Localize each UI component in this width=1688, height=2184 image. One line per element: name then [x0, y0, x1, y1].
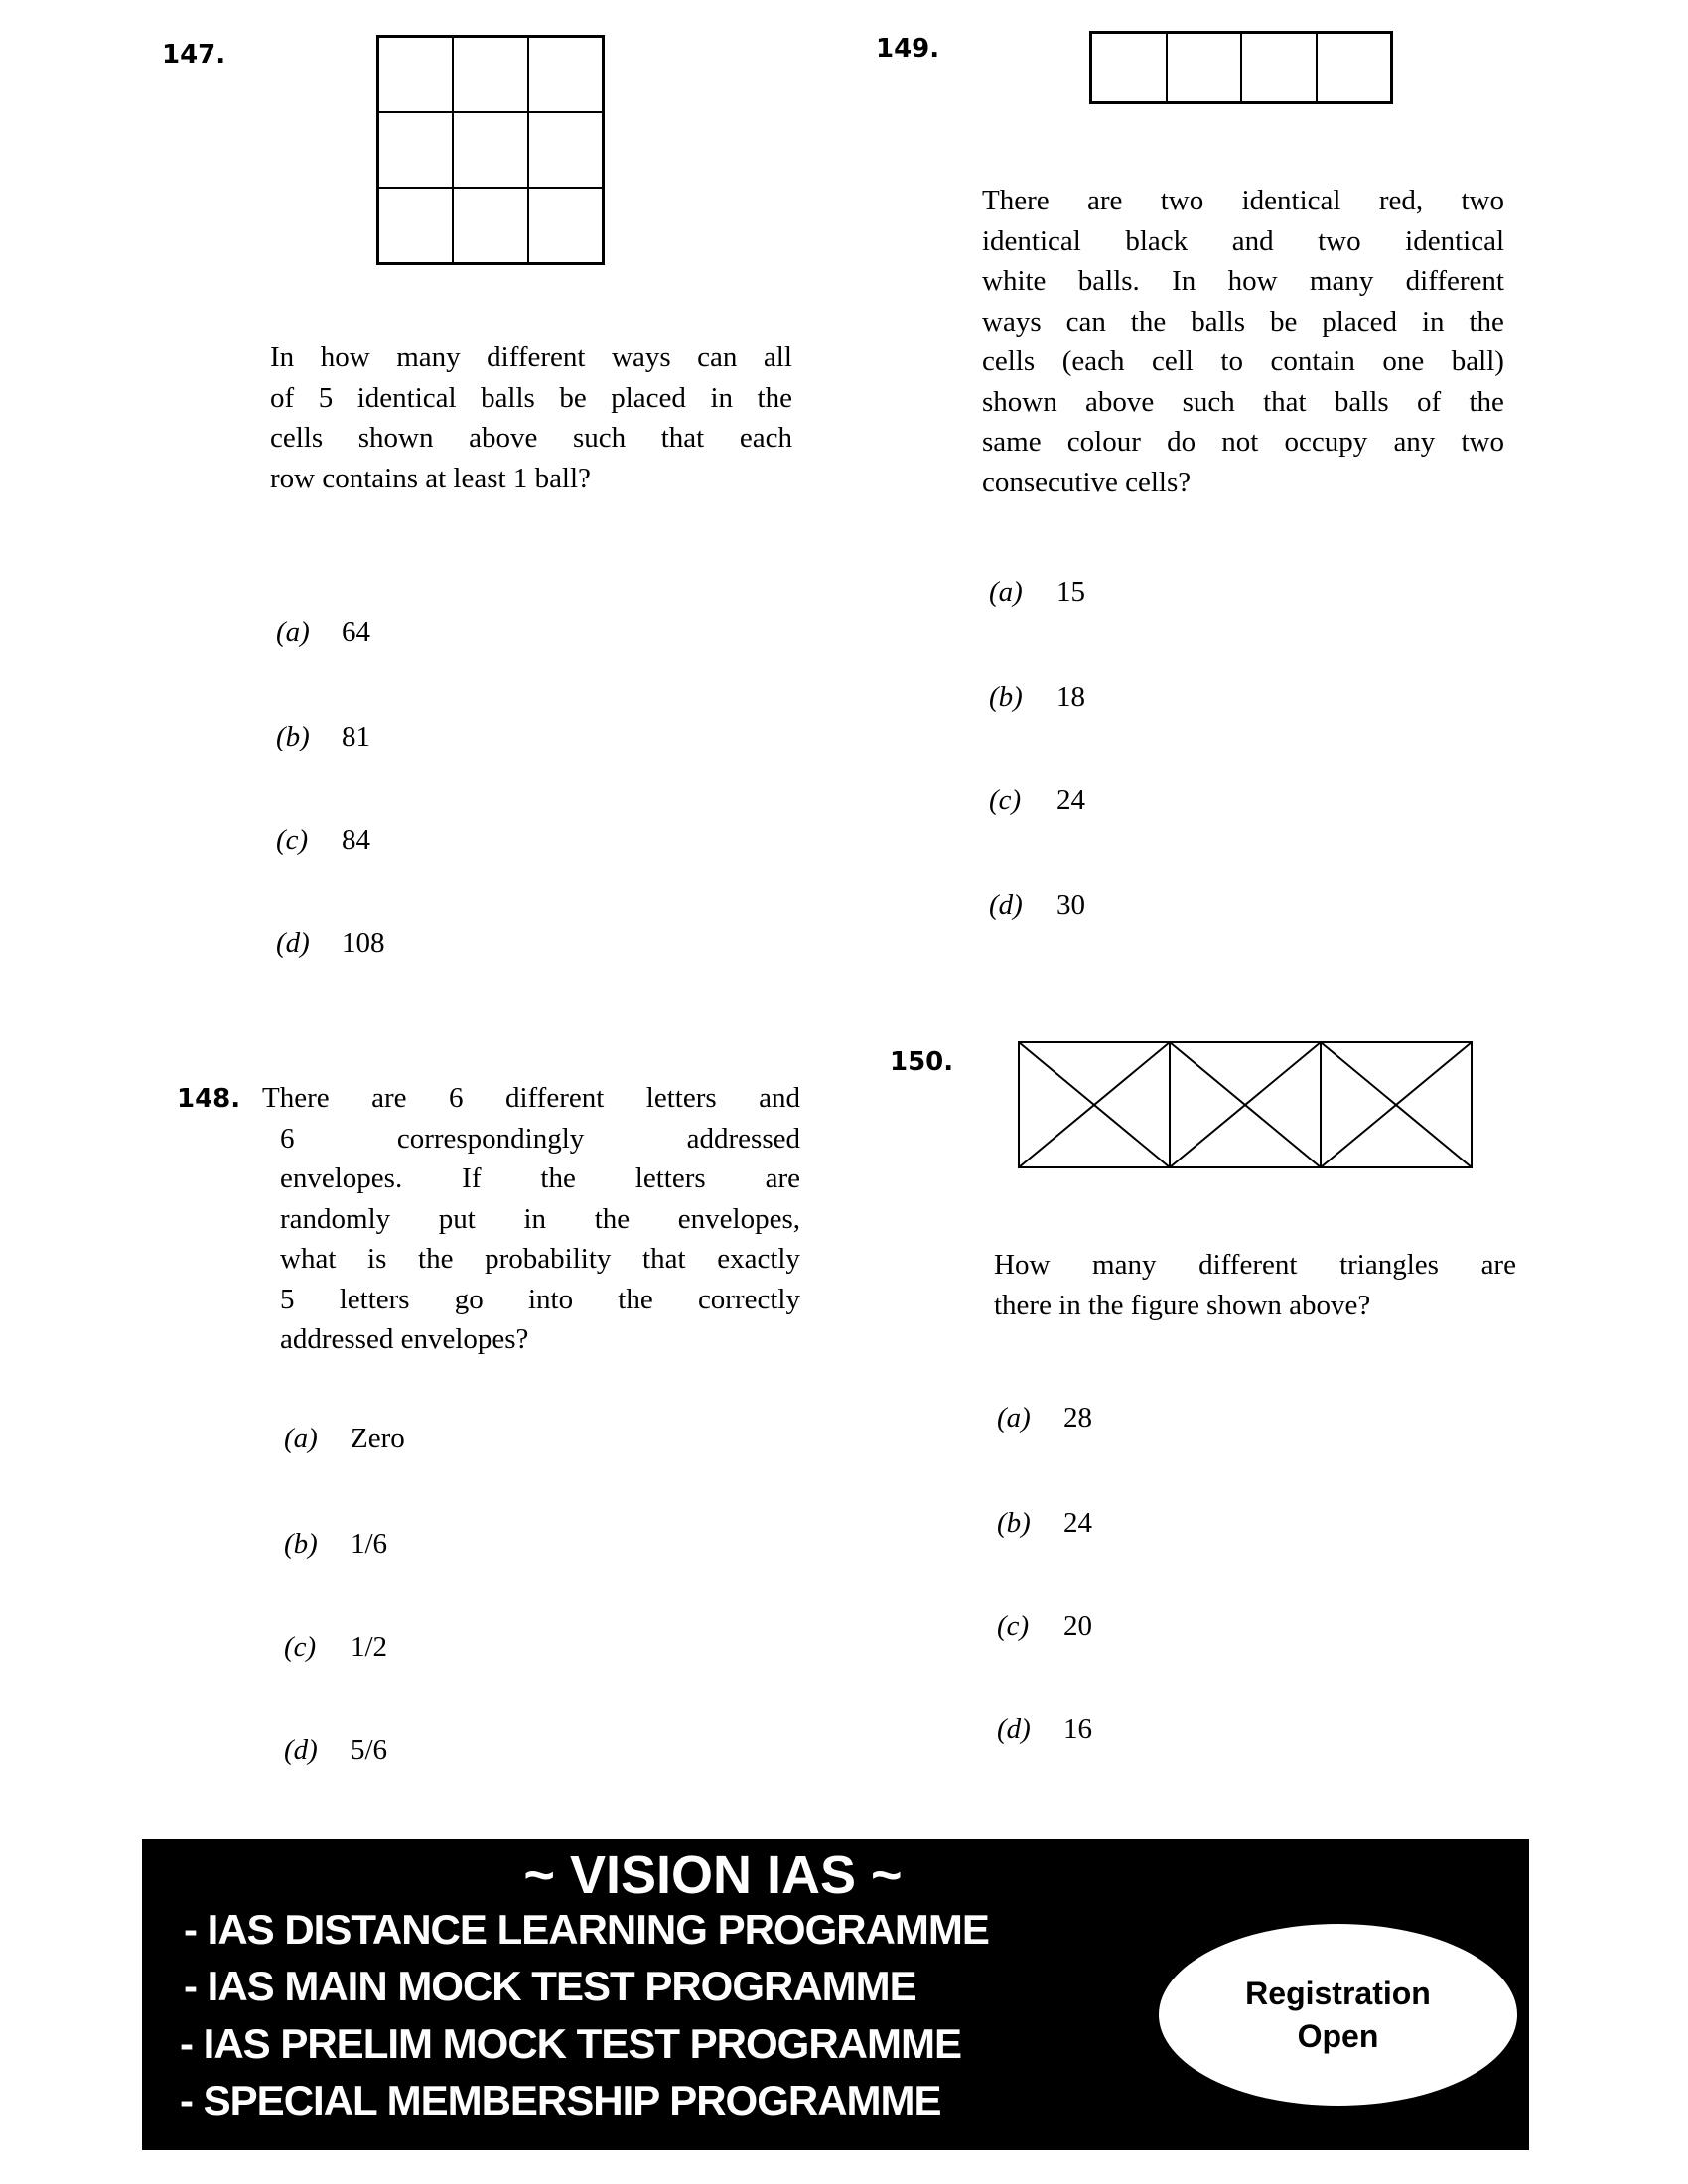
answer-option	[276, 616, 370, 649]
text-line: consecutive cells?	[982, 466, 1192, 498]
question-150-text	[994, 1245, 1516, 1325]
answer-option	[989, 681, 1085, 714]
answer-option	[276, 927, 385, 960]
option-value: 18	[1056, 681, 1085, 713]
text-line: How many different triangles are	[994, 1249, 1516, 1281]
answer-option	[284, 1631, 387, 1664]
option-letter: (d)	[276, 927, 310, 959]
banner-item: - SPECIAL MEMBERSHIP PROGRAMME	[180, 2077, 941, 2123]
option-value: 1/6	[351, 1528, 388, 1560]
option-letter: (d)	[989, 889, 1023, 921]
answer-option	[997, 1402, 1092, 1434]
option-letter: (c)	[276, 824, 309, 856]
option-letter: (b)	[276, 721, 310, 752]
crossed-rectangles-figure	[1017, 1040, 1476, 1171]
option-value: 1/2	[351, 1631, 388, 1663]
option-letter: (a)	[997, 1402, 1031, 1433]
option-value: 20	[1063, 1610, 1092, 1642]
text-line: white balls. In how many different	[982, 265, 1504, 297]
banner-title: ~ VISION IAS ~	[523, 1845, 903, 1905]
option-value: 16	[1063, 1713, 1092, 1745]
banner-item: - IAS MAIN MOCK TEST PROGRAMME	[184, 1963, 916, 2009]
option-value: 30	[1056, 889, 1085, 921]
text-line: There are 6 different letters and	[262, 1082, 800, 1114]
option-letter: (b)	[989, 681, 1023, 713]
four-cell-row-figure	[1089, 31, 1393, 104]
option-value: 28	[1063, 1402, 1092, 1433]
answer-option	[284, 1734, 387, 1767]
option-value: 24	[1056, 784, 1085, 816]
option-letter: (a)	[989, 576, 1023, 608]
answer-option	[989, 784, 1085, 817]
vision-ias-banner	[142, 1839, 1529, 2150]
text-line: there in the figure shown above?	[994, 1289, 1371, 1321]
banner-item: - IAS DISTANCE LEARNING PROGRAMME	[184, 1906, 989, 1953]
text-line: There are two identical red, two	[982, 185, 1504, 216]
answer-option	[284, 1528, 387, 1561]
text-line: 6 correspondingly addressed	[280, 1122, 800, 1155]
text-line: cells shown above such that each	[270, 422, 792, 454]
answer-option	[989, 576, 1085, 609]
option-letter: (d)	[997, 1713, 1031, 1745]
answer-option	[276, 824, 370, 857]
text-line: randomly put in the envelopes,	[280, 1202, 800, 1235]
answer-option	[997, 1507, 1092, 1540]
option-letter: (a)	[276, 616, 310, 648]
text-line: cells (each cell to contain one ball)	[982, 345, 1504, 377]
question-number-149: 149.	[876, 34, 940, 64]
question-148-text	[262, 1078, 800, 1360]
text-line: 5 letters go into the correctly	[280, 1283, 800, 1315]
option-value: Zero	[351, 1423, 405, 1454]
badge-line: Open	[1297, 2017, 1379, 2054]
option-value: 24	[1063, 1507, 1092, 1539]
option-letter: (c)	[997, 1610, 1030, 1642]
answer-option	[997, 1610, 1092, 1643]
option-value: 64	[342, 616, 370, 648]
option-letter: (c)	[284, 1631, 317, 1663]
option-value: 15	[1056, 576, 1085, 608]
text-line: ways can the balls be placed in the	[982, 305, 1504, 338]
option-value: 5/6	[351, 1734, 388, 1766]
option-value: 108	[342, 927, 385, 959]
option-letter: (b)	[284, 1528, 318, 1560]
question-number-147: 147.	[162, 40, 226, 69]
option-letter: (b)	[997, 1507, 1031, 1539]
text-line: addressed envelopes?	[280, 1323, 529, 1355]
registration-open-badge	[1159, 1924, 1517, 2106]
text-line: row contains at least 1 ball?	[270, 462, 591, 494]
banner-item: - IAS PRELIM MOCK TEST PROGRAMME	[180, 2020, 961, 2067]
three-by-three-grid-figure	[376, 35, 605, 265]
answer-option	[276, 721, 370, 753]
text-line: In how many different ways can all	[270, 341, 792, 373]
text-line: shown above such that balls of the	[982, 385, 1504, 418]
option-letter: (a)	[284, 1423, 318, 1454]
option-value: 81	[342, 721, 370, 752]
question-number-150: 150.	[890, 1047, 954, 1077]
text-line: envelopes. If the letters are	[280, 1162, 800, 1194]
option-value: 84	[342, 824, 370, 856]
text-line: same colour do not occupy any two	[982, 426, 1504, 458]
option-letter: (c)	[989, 784, 1022, 816]
text-line: of 5 identical balls be placed in the	[270, 381, 792, 414]
answer-option	[989, 889, 1085, 922]
question-149-text	[982, 181, 1504, 502]
answer-option	[997, 1713, 1092, 1746]
text-line: what is the probability that exactly	[280, 1243, 800, 1275]
answer-option	[284, 1423, 405, 1455]
question-number-148: 148.	[177, 1084, 241, 1114]
option-letter: (d)	[284, 1734, 318, 1766]
question-147-text	[270, 338, 792, 498]
text-line: identical black and two identical	[982, 224, 1504, 257]
badge-line: Registration	[1245, 1975, 1431, 2011]
